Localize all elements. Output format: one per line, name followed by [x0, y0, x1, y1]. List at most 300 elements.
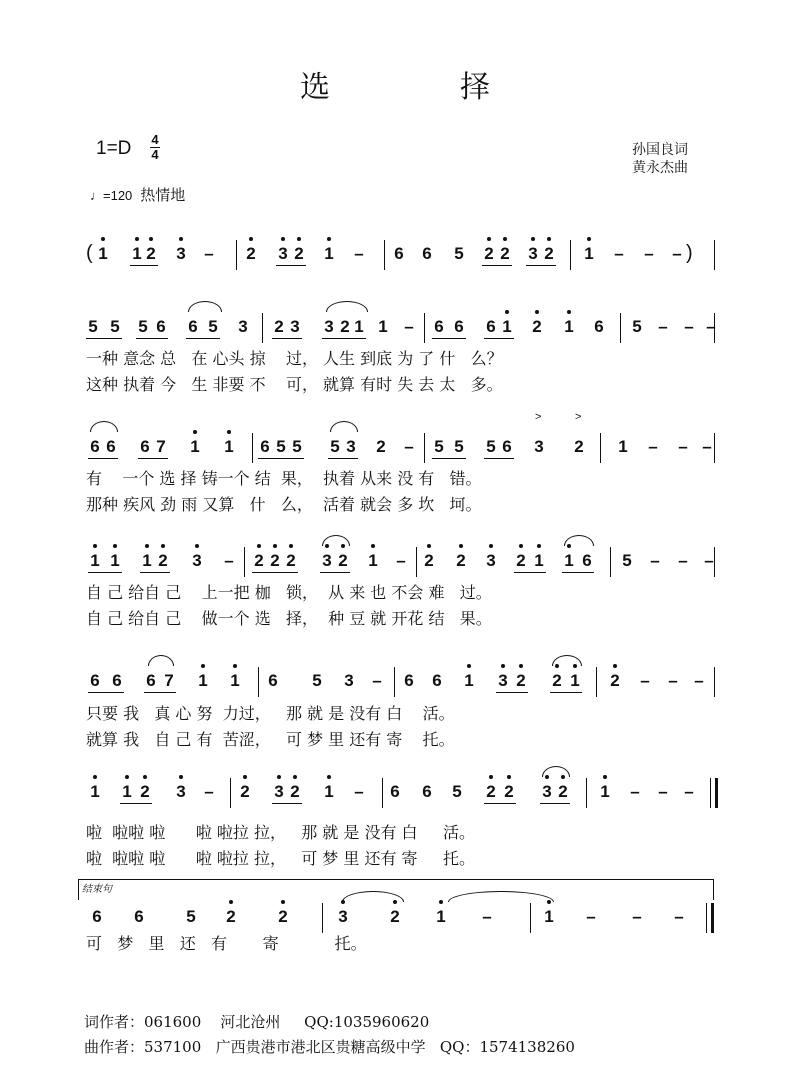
dash-mark: – — [684, 317, 694, 336]
note: 5 — [454, 437, 464, 456]
dash-mark: – — [372, 671, 382, 690]
beam-line — [120, 803, 152, 804]
octave-dot — [145, 544, 149, 548]
note: 6 — [156, 317, 166, 336]
octave-dot — [505, 310, 509, 314]
repeat-parenthesis: ) — [686, 242, 693, 264]
octave-dot — [567, 310, 571, 314]
dash-mark: – — [614, 244, 624, 263]
note: 3 — [496, 671, 510, 691]
octave-dot — [233, 664, 237, 668]
bar-line — [424, 433, 425, 463]
bar-line — [570, 240, 571, 270]
note: 1 — [96, 244, 110, 264]
bar-line — [322, 903, 323, 933]
dash-mark: – — [704, 551, 714, 570]
note: 5 — [330, 437, 340, 456]
note: 1 — [582, 244, 596, 264]
bar-line — [715, 778, 718, 808]
octave-dot — [489, 775, 493, 779]
note: 6 — [486, 317, 496, 336]
dash-mark: – — [684, 782, 694, 801]
bar-line — [384, 240, 385, 270]
slur-mark — [148, 655, 174, 666]
slur-mark — [90, 421, 118, 432]
octave-dot — [519, 664, 523, 668]
lyrics-line-4-verse-2: 就算 我 自 己 有 苦涩， 可 梦 里 还有 寄 托。 — [86, 730, 455, 749]
octave-dot — [371, 544, 375, 548]
octave-dot — [603, 775, 607, 779]
octave-dot — [113, 544, 117, 548]
octave-dot — [293, 775, 297, 779]
note: 6 — [134, 907, 144, 926]
slur-mark — [322, 535, 350, 546]
note: 2 — [224, 907, 238, 927]
note: 2 — [244, 244, 258, 264]
note: 2 — [292, 244, 306, 264]
bar-line — [596, 667, 597, 697]
score-line-4 — [86, 667, 716, 697]
beam-line — [272, 338, 302, 339]
time-signature — [150, 133, 160, 162]
dash-mark: – — [204, 782, 214, 801]
note: 1 — [562, 551, 576, 571]
note: 6 — [502, 437, 512, 456]
beam-line — [432, 458, 466, 459]
octave-dot — [587, 237, 591, 241]
note: 1 — [500, 317, 514, 337]
note: 2 — [268, 551, 282, 571]
octave-dot — [467, 664, 471, 668]
note: 5 — [208, 317, 218, 336]
octave-dot — [249, 237, 253, 241]
bar-line — [706, 903, 707, 933]
note: 1 — [354, 317, 364, 336]
beam-line — [86, 338, 122, 339]
beam-line — [136, 338, 168, 339]
octave-dot — [125, 775, 129, 779]
dash-mark: – — [658, 782, 668, 801]
slur-mark — [330, 421, 358, 432]
note: 2 — [502, 782, 516, 802]
bar-line — [258, 667, 259, 697]
bar-line — [394, 667, 395, 697]
time-signature-top: 4 — [151, 132, 159, 147]
note: 2 — [482, 244, 496, 264]
dash-mark: – — [632, 907, 642, 926]
ending-label: 结束句 — [82, 884, 112, 895]
note: 2 — [514, 551, 528, 571]
octave-dot — [161, 544, 165, 548]
octave-dot — [503, 237, 507, 241]
note: 6 — [434, 317, 444, 336]
note: 2 — [530, 317, 544, 337]
octave-dot — [489, 544, 493, 548]
note: 6 — [394, 244, 404, 263]
beam-line — [514, 572, 546, 573]
octave-dot — [273, 544, 277, 548]
dash-mark: – — [672, 244, 682, 263]
bar-line — [586, 778, 587, 808]
note: 3 — [324, 317, 334, 336]
note: 5 — [186, 907, 196, 926]
note: 2 — [498, 244, 512, 264]
note: 2 — [340, 317, 350, 336]
note: 6 — [90, 437, 100, 456]
note: 2 — [156, 551, 170, 571]
slur-mark — [542, 766, 570, 777]
dash-mark: – — [354, 782, 364, 801]
expression-mark: 热情地 — [140, 187, 186, 204]
beam-line — [186, 338, 220, 339]
note: 6 — [432, 671, 442, 690]
beam-line — [562, 572, 594, 573]
dash-mark: – — [224, 551, 234, 570]
note: 1 — [130, 244, 144, 264]
note: 3 — [174, 782, 188, 802]
note: 1 — [108, 551, 122, 571]
dash-mark: – — [404, 437, 414, 456]
note: 2 — [238, 782, 252, 802]
bar-line — [262, 313, 263, 343]
lyrics-line-4-verse-1: 只要 我 真 心 努 力过， 那 就 是 没有 白 活。 — [86, 704, 455, 723]
note: 1 — [462, 671, 476, 691]
octave-dot — [93, 775, 97, 779]
bar-line — [711, 903, 714, 933]
beam-line — [484, 803, 516, 804]
note: 2 — [276, 907, 290, 927]
beam-line — [432, 338, 466, 339]
note: 3 — [272, 782, 286, 802]
note: 2 — [144, 244, 158, 264]
beam-line — [88, 692, 124, 693]
beam-line — [140, 572, 170, 573]
dash-mark: – — [640, 671, 650, 690]
note: 3 — [534, 437, 544, 456]
score-line-ending — [86, 903, 716, 933]
beam-line — [88, 458, 118, 459]
beam-line — [258, 458, 304, 459]
beam-line — [144, 692, 176, 693]
octave-dot — [149, 237, 153, 241]
tempo-value: ♩=120 — [90, 188, 133, 203]
composer-credit: 黄永杰曲 — [632, 160, 688, 176]
octave-dot — [507, 775, 511, 779]
octave-dot — [143, 775, 147, 779]
dash-mark: – — [674, 907, 684, 926]
note: 2 — [252, 551, 266, 571]
lyrics-line-5-verse-2: 啦 啦啦 啦 啦 啦拉 拉， 可 梦 里 还有 寄 托。 — [86, 849, 475, 868]
bar-line — [530, 903, 531, 933]
note: 3 — [238, 317, 248, 336]
octave-dot — [537, 544, 541, 548]
note: 1 — [88, 551, 102, 571]
note: 2 — [542, 244, 556, 264]
note: 6 — [106, 437, 116, 456]
dash-mark: – — [586, 907, 596, 926]
dash-mark: – — [694, 671, 704, 690]
note: 1 — [618, 437, 628, 456]
dash-mark: – — [396, 551, 406, 570]
note: 3 — [276, 244, 290, 264]
dash-mark: – — [668, 671, 678, 690]
note: 1 — [196, 671, 210, 691]
song-title: 选 择 — [300, 70, 492, 105]
octave-dot — [101, 237, 105, 241]
octave-dot — [93, 544, 97, 548]
note: 3 — [336, 907, 350, 927]
bar-line — [620, 313, 621, 343]
bar-line — [244, 547, 245, 577]
note: 6 — [90, 671, 100, 690]
note: 5 — [632, 317, 642, 336]
octave-dot — [193, 430, 197, 434]
note: 6 — [146, 671, 156, 690]
bar-line — [714, 240, 715, 270]
note: 2 — [608, 671, 622, 691]
bar-line — [416, 547, 417, 577]
octave-dot — [257, 544, 261, 548]
octave-dot — [439, 900, 443, 904]
dash-mark: – — [706, 317, 716, 336]
lyrics-line-2-verse-2: 那种 疾风 劲 雨 又算 什 么， 活着 就会 多 坎 坷。 — [86, 495, 482, 514]
beam-line — [484, 338, 514, 339]
note: 1 — [366, 551, 380, 571]
score-line-intro — [86, 240, 716, 270]
slur-mark — [188, 301, 222, 312]
beam-line — [320, 572, 350, 573]
octave-dot — [427, 544, 431, 548]
note: 2 — [336, 551, 350, 571]
note: 5 — [312, 671, 322, 690]
octave-dot — [195, 544, 199, 548]
lyrics-line-5-verse-1: 啦 啦啦 啦 啦 啦拉 拉， 那 就 是 没有 白 活。 — [86, 823, 475, 842]
note: 6 — [390, 782, 400, 801]
octave-dot — [501, 664, 505, 668]
octave-dot — [201, 664, 205, 668]
note: 5 — [88, 317, 98, 336]
octave-dot — [281, 237, 285, 241]
note: 2 — [376, 437, 386, 456]
note: 5 — [454, 244, 464, 263]
note: 6 — [404, 671, 414, 690]
repeat-parenthesis: ( — [86, 242, 93, 264]
bar-line — [710, 778, 711, 808]
bar-line — [600, 433, 601, 463]
note: 5 — [452, 782, 462, 801]
octave-dot — [297, 237, 301, 241]
beam-line — [276, 265, 306, 266]
bar-line — [252, 433, 253, 463]
lyrics-line-1-verse-2: 这种 执着 今 生 非要 不 可， 就算 有时 失 去 太 多。 — [86, 375, 503, 394]
bar-line — [714, 667, 715, 697]
note: 3 — [346, 437, 356, 456]
note: 5 — [276, 437, 286, 456]
octave-dot — [289, 544, 293, 548]
octave-dot — [179, 775, 183, 779]
note: 1 — [222, 437, 236, 457]
octave-dot — [531, 237, 535, 241]
note: 5 — [138, 317, 148, 336]
note: 5 — [292, 437, 302, 456]
note: 1 — [562, 317, 576, 337]
octave-dot — [519, 544, 523, 548]
beam-line — [540, 803, 570, 804]
note: 3 — [484, 551, 498, 571]
note: 1 — [322, 782, 336, 802]
beam-line — [272, 803, 302, 804]
dash-mark: – — [630, 782, 640, 801]
note: 2 — [574, 437, 584, 456]
note: 6 — [268, 671, 278, 690]
octave-dot — [277, 775, 281, 779]
dash-mark: – — [678, 437, 688, 456]
note: 1 — [188, 437, 202, 457]
octave-dot — [135, 237, 139, 241]
dash-mark: – — [354, 244, 364, 263]
dash-mark: – — [702, 437, 712, 456]
dash-mark: – — [678, 551, 688, 570]
note: 6 — [454, 317, 464, 336]
note: 1 — [568, 671, 582, 691]
beam-line — [526, 265, 556, 266]
note: 5 — [110, 317, 120, 336]
note: 6 — [92, 907, 102, 926]
beam-line — [138, 458, 168, 459]
beam-line — [130, 265, 158, 266]
note: 6 — [140, 437, 150, 456]
note: 2 — [556, 782, 570, 802]
dash-mark: – — [482, 907, 492, 926]
note: 2 — [288, 782, 302, 802]
octave-dot — [613, 664, 617, 668]
accent-mark: > — [575, 411, 582, 423]
note: 5 — [486, 437, 496, 456]
note: 2 — [550, 671, 564, 691]
note: 1 — [434, 907, 448, 927]
bar-line — [610, 547, 611, 577]
slur-mark — [564, 535, 594, 546]
bar-line — [714, 313, 715, 343]
bar-line — [236, 240, 237, 270]
octave-dot — [229, 900, 233, 904]
note: 1 — [542, 907, 556, 927]
bar-line — [424, 313, 425, 343]
score-line-2 — [86, 411, 716, 463]
bar-line — [714, 433, 715, 463]
dash-mark: – — [644, 244, 654, 263]
note: 1 — [532, 551, 546, 571]
octave-dot — [487, 237, 491, 241]
dash-mark: – — [404, 317, 414, 336]
note: 1 — [88, 782, 102, 802]
note: 5 — [622, 551, 632, 570]
note: 6 — [422, 244, 432, 263]
note: 6 — [582, 551, 592, 570]
beam-line — [88, 572, 122, 573]
octave-dot — [547, 237, 551, 241]
note: 2 — [484, 782, 498, 802]
bar-line — [714, 547, 715, 577]
octave-dot — [535, 310, 539, 314]
note: 1 — [378, 317, 388, 336]
note: 6 — [422, 782, 432, 801]
beam-line — [484, 458, 514, 459]
accent-mark: > — [535, 411, 542, 423]
lyricist-credit: 孙国良词 — [632, 142, 688, 158]
octave-dot — [179, 237, 183, 241]
lyrics-line-2-verse-1: 有 一个 选 择 铸一个 结 果， 执着 从来 没 有 错。 — [86, 469, 482, 488]
note: 1 — [322, 244, 336, 264]
note: 6 — [260, 437, 270, 456]
key-signature: 1=D — [96, 138, 132, 159]
dash-mark: – — [650, 551, 660, 570]
lyrics-ending: 可 梦 里 还 有 寄 托。 — [86, 934, 367, 953]
score-line-1 — [86, 313, 716, 343]
note: 2 — [514, 671, 528, 691]
octave-dot — [327, 775, 331, 779]
note: 7 — [156, 437, 166, 456]
bar-line — [382, 778, 383, 808]
time-signature-bottom: 4 — [151, 147, 159, 162]
lyrics-line-3-verse-2: 自 己 给自 己 做一个 选 择， 种 豆 就 开花 结 果。 — [86, 609, 492, 628]
tempo-marking — [90, 184, 185, 205]
note: 3 — [190, 551, 204, 571]
note: 6 — [112, 671, 122, 690]
score-line-3 — [86, 547, 716, 577]
bar-line — [230, 778, 231, 808]
note: 2 — [138, 782, 152, 802]
octave-dot — [459, 544, 463, 548]
beam-line — [482, 265, 512, 266]
dash-mark: – — [204, 244, 214, 263]
note: 6 — [594, 317, 604, 336]
score-line-5 — [86, 778, 716, 808]
beam-line — [322, 338, 366, 339]
octave-dot — [327, 237, 331, 241]
beam-line — [252, 572, 298, 573]
beam-line — [328, 458, 358, 459]
slur-mark — [552, 655, 582, 666]
lyrics-line-3-verse-1: 自 己 给自 己 上一把 枷 锁， 从 来 也 不会 难 过。 — [86, 583, 492, 602]
note: 2 — [274, 317, 284, 336]
octave-dot — [243, 775, 247, 779]
note: 3 — [320, 551, 334, 571]
note: 3 — [344, 671, 354, 690]
note: 3 — [526, 244, 540, 264]
slur-mark — [326, 301, 368, 312]
note: 5 — [434, 437, 444, 456]
note: 7 — [164, 671, 174, 690]
note: 2 — [284, 551, 298, 571]
note: 3 — [174, 244, 188, 264]
footer-lyricist-info: 词作者：061600 河北沧州 QQ:1035960620 — [84, 1013, 430, 1031]
note: 1 — [228, 671, 242, 691]
note: 6 — [188, 317, 198, 336]
note: 1 — [140, 551, 154, 571]
beam-line — [496, 692, 528, 693]
octave-dot — [281, 900, 285, 904]
note: 2 — [388, 907, 402, 927]
dash-mark: – — [648, 437, 658, 456]
octave-dot — [227, 430, 231, 434]
lyrics-line-1-verse-1: 一种 意念 总 在 心头 掠 过， 人生 到底 为 了 什 么？ — [86, 349, 503, 368]
note: 2 — [454, 551, 468, 571]
note: 1 — [120, 782, 134, 802]
note: 3 — [540, 782, 554, 802]
note: 1 — [598, 782, 612, 802]
dash-mark: – — [658, 317, 668, 336]
